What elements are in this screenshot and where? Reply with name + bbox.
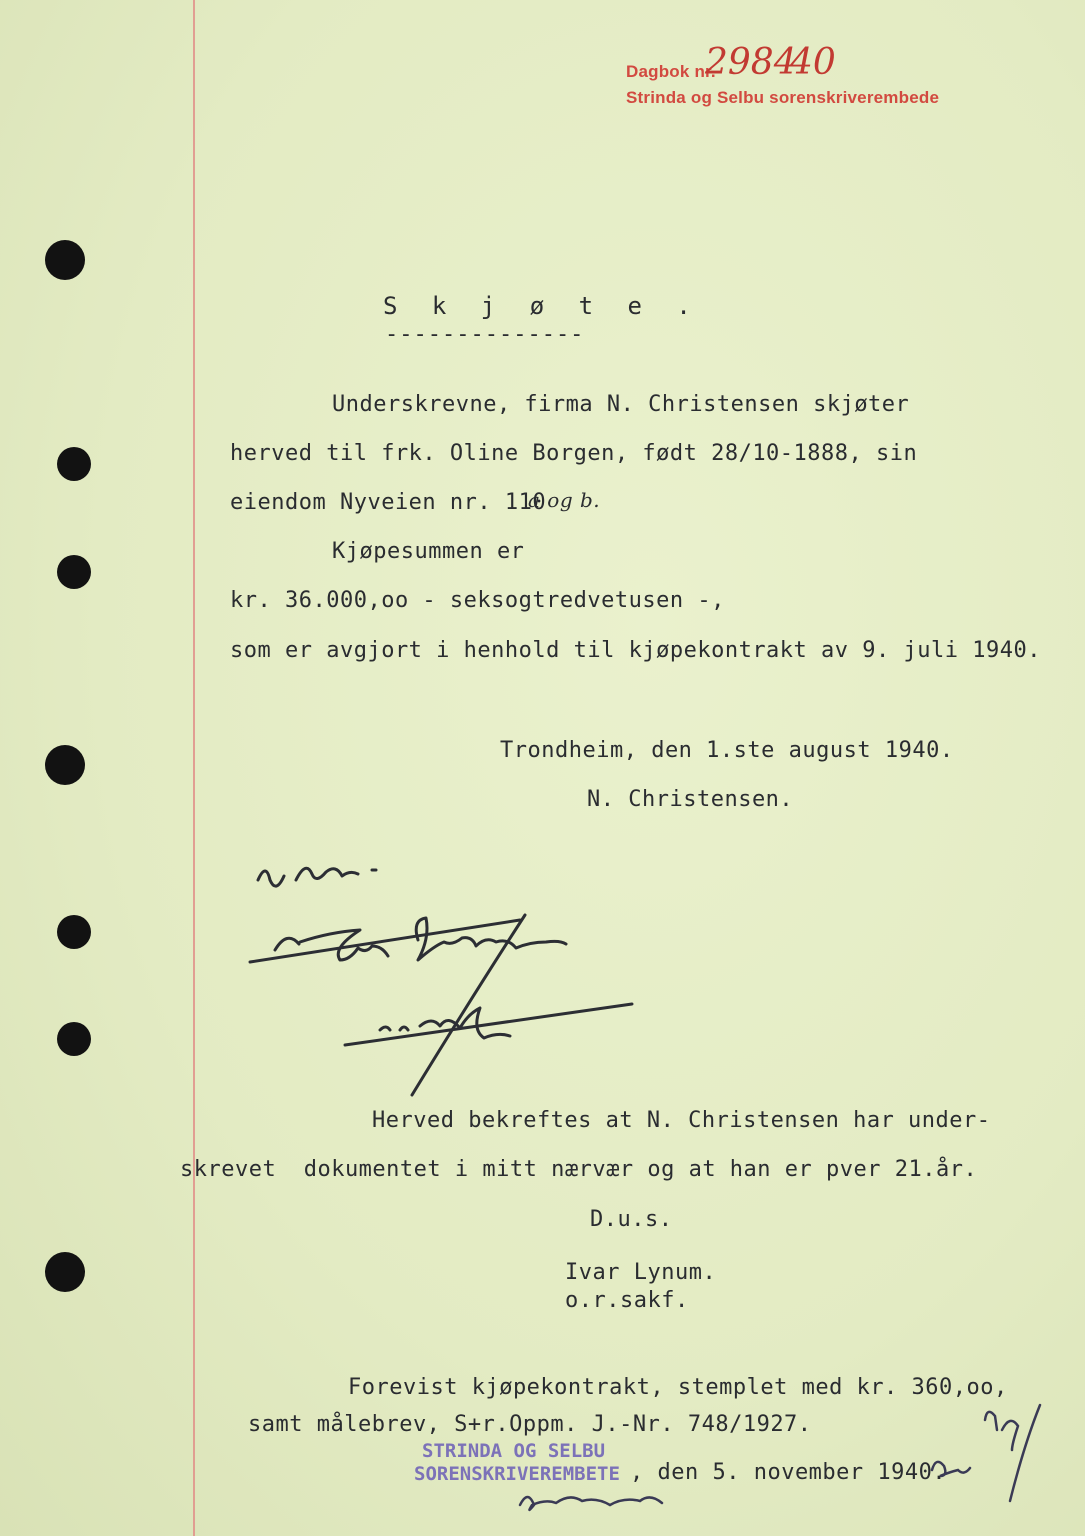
signatory-name: N. Christensen. bbox=[587, 787, 794, 812]
court-name-stamp: Strinda og Selbu sorenskriverembede bbox=[626, 88, 940, 107]
dagbok-number: 2984 bbox=[705, 42, 797, 83]
body-line-3: eiendom Nyveien nr. 110 bbox=[230, 490, 547, 515]
body-line-5: kr. 36.000,oo - seksogtredvetusen -, bbox=[230, 588, 725, 613]
body-line-2: herved til frk. Oline Borgen, født 28/10-1888, sin bbox=[230, 441, 918, 466]
witness-title: o.r.sakf. bbox=[565, 1288, 689, 1313]
footer-date: , den 5. november 1940. bbox=[630, 1460, 947, 1485]
body-line-1: Underskrevne, firma N. Christensen skjøter bbox=[332, 392, 910, 417]
document-title: S k j ø t e . bbox=[383, 292, 701, 320]
court-stamp-line-1: STRINDA OG SELBU bbox=[422, 1440, 606, 1462]
handwritten-insert: a og b. bbox=[528, 488, 601, 512]
dus-line: D.u.s. bbox=[590, 1207, 673, 1232]
confirm-line-1: Herved bekreftes at N. Christensen har under- bbox=[372, 1108, 991, 1133]
confirm-line-2: skrevet dokumentet i mitt nærvær og at han er pver 21.år. bbox=[180, 1157, 978, 1182]
dagbok-year: 40 bbox=[790, 42, 836, 83]
footer-line-2: samt målebrev, S+r.Oppm. J.-Nr. 748/1927. bbox=[248, 1412, 812, 1437]
title-underline: -------------- bbox=[385, 322, 585, 347]
place-date: Trondheim, den 1.ste august 1940. bbox=[500, 738, 954, 763]
court-stamp-line-2: SORENSKRIVEREMBETE bbox=[414, 1463, 620, 1485]
witness-name: Ivar Lynum. bbox=[565, 1260, 717, 1285]
body-line-6: som er avgjort i henhold til kjøpekontrakt av 9. juli 1940. bbox=[230, 638, 1041, 663]
footer-line-1: Forevist kjøpekontrakt, stemplet med kr. 360,oo, bbox=[348, 1375, 1008, 1400]
dagbok-stamp-prefix: Dagbok nr. bbox=[626, 62, 716, 81]
body-line-4: Kjøpesummen er bbox=[332, 539, 525, 564]
